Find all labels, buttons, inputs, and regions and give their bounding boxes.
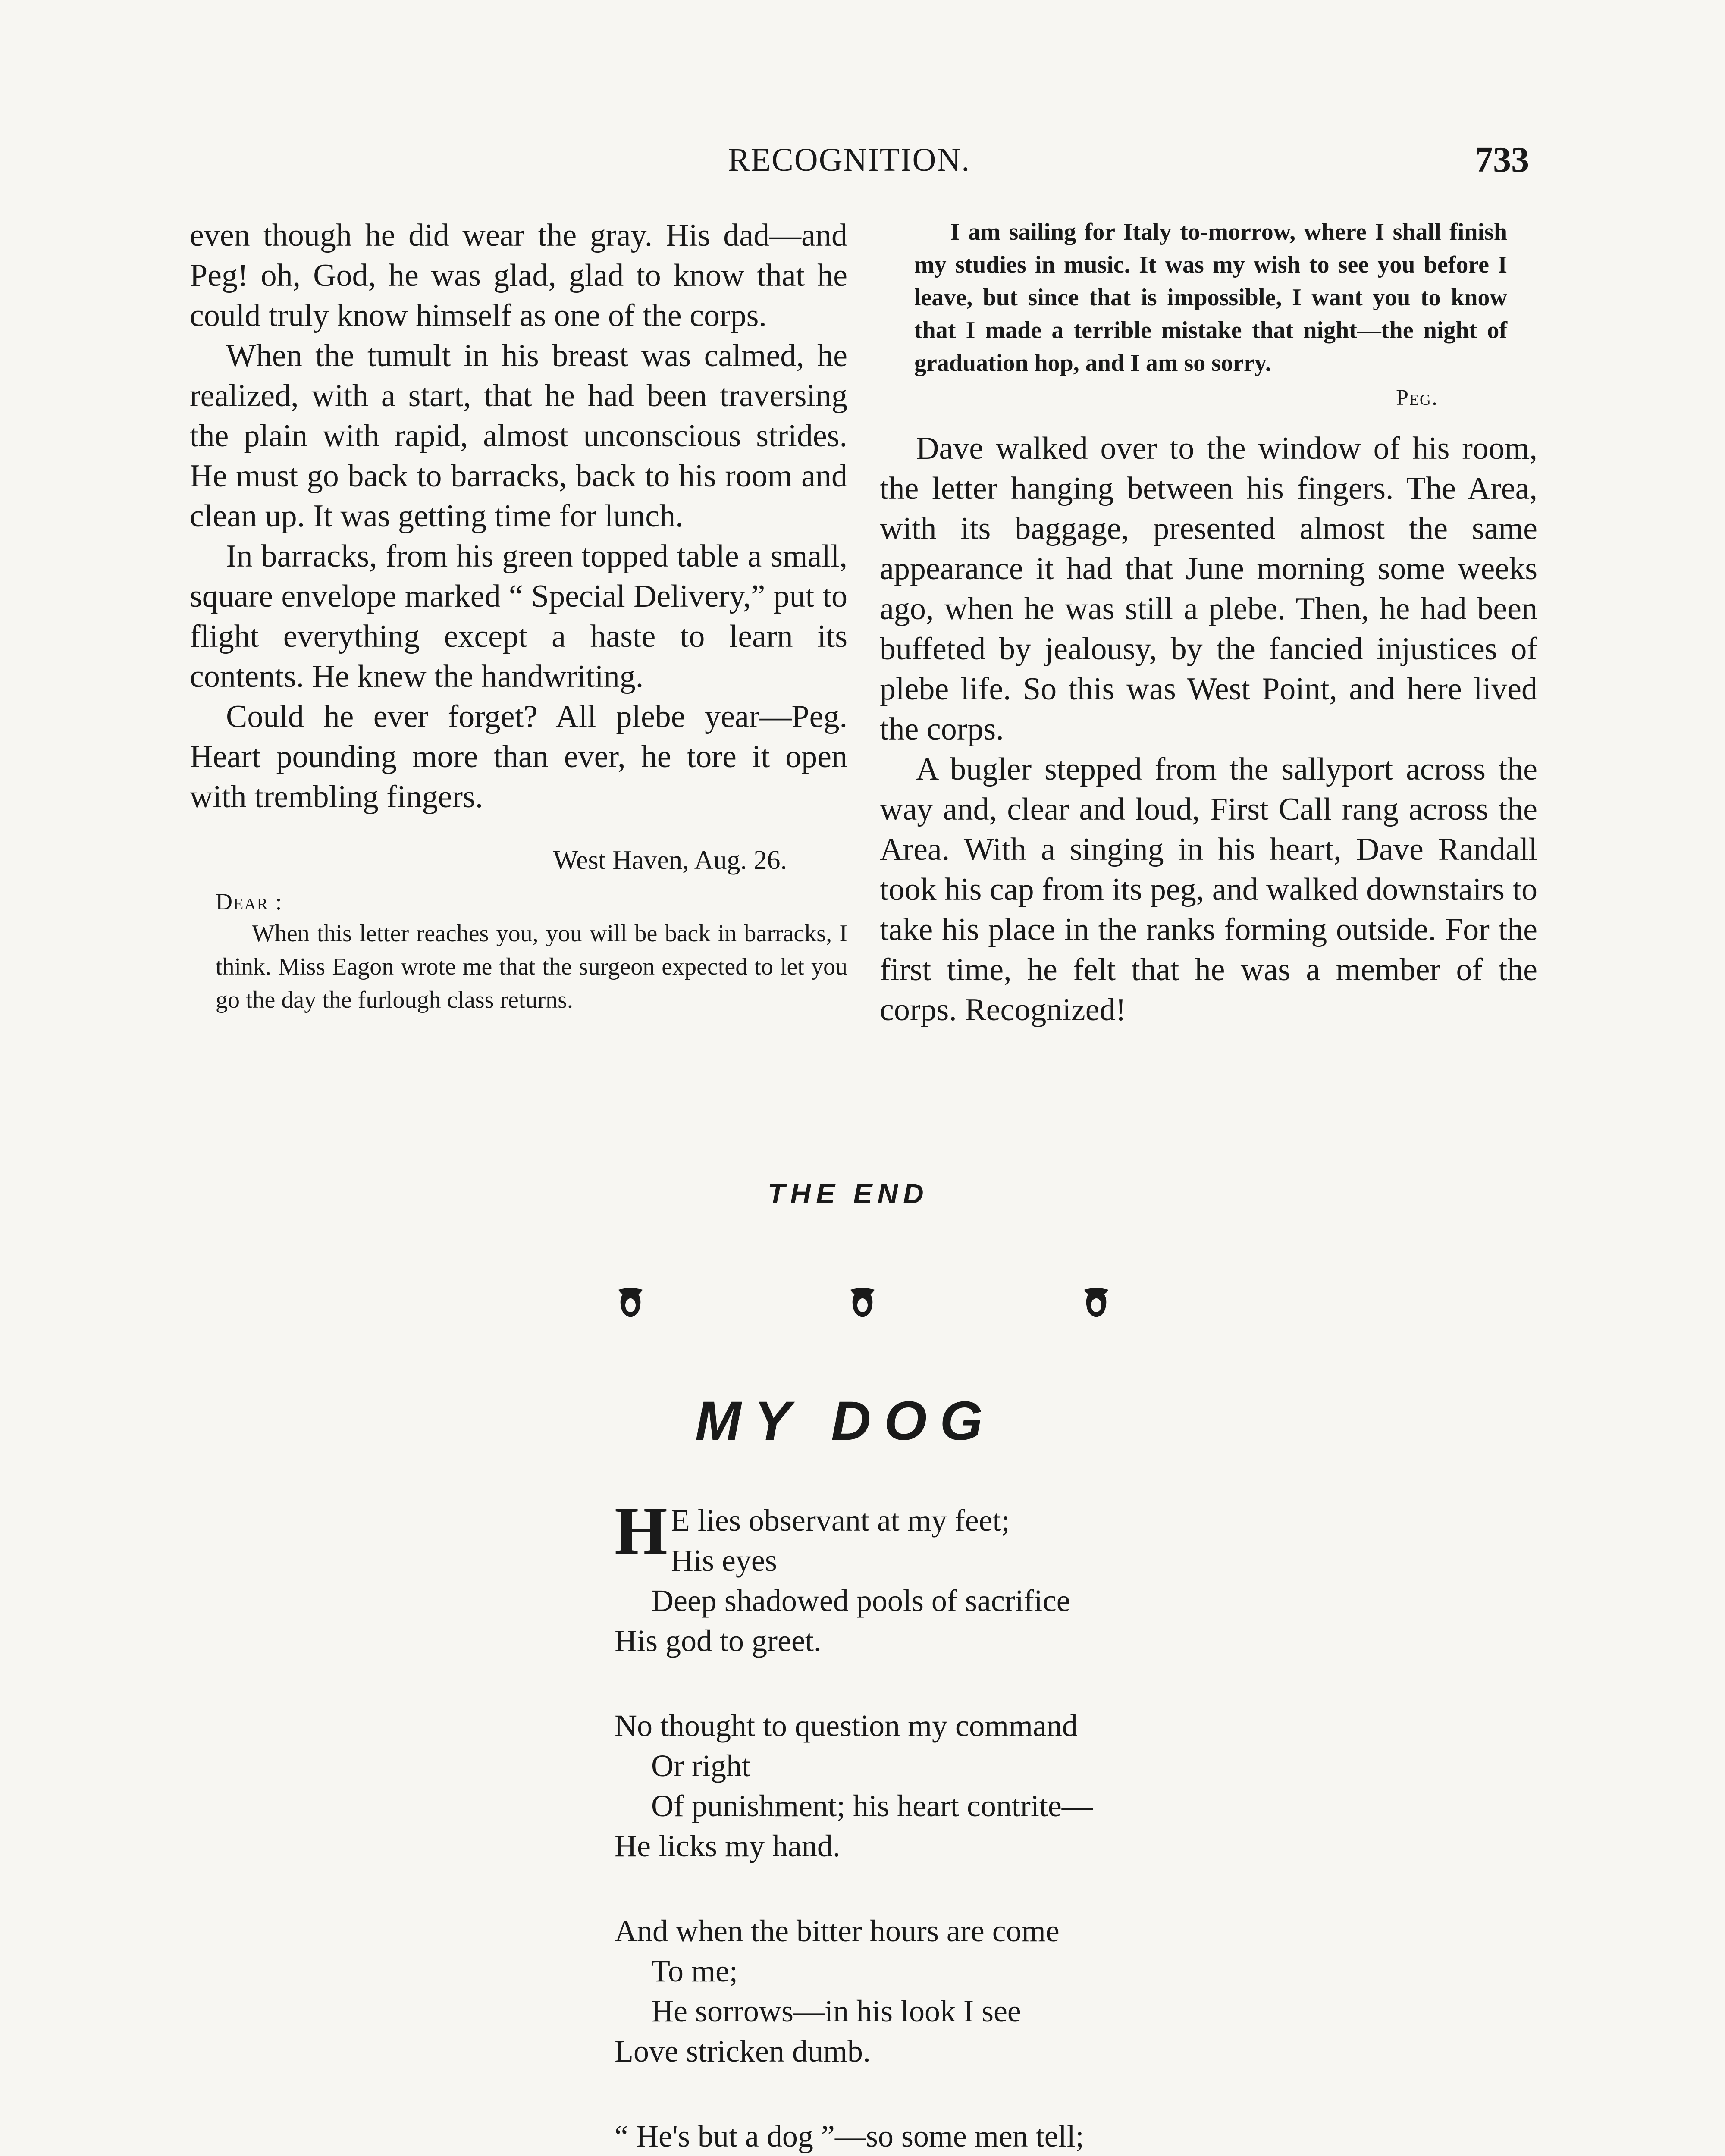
poem-stanza [615, 1706, 1563, 1866]
poem-line: Love stricken dumb. [615, 2034, 871, 2068]
poem-stanza [615, 2116, 1563, 2156]
story-paragraph: In barracks, from his green topped table a small, square envelope marked “ Special Delivery,” put to flight everything except a haste to learn its contents. He knew the handwriting. [190, 539, 847, 694]
letter-body: I am sailing for Italy to-morrow, where I shall finish my studies in music. It was my wish to see you before I leave, but since that is impossible, I want you to know that I made a terrible mistake that night—the night of graduation hop, and I am so sorry. [914, 219, 1507, 376]
poem-line: Or right [651, 1749, 750, 1783]
poem-title: MY DOG [695, 1390, 996, 1452]
poem-line: To me; [651, 1954, 738, 1988]
story-paragraph: A bugler stepped from the sallyport across the way and, clear and loud, First Call rang across the Area. With a singing in his heart, Dave Randall took his cap from its peg, and walked downstairs to take his place in the ranks forming outside. For the first time, he felt that he was a member of the corps. Recognized! [880, 752, 1537, 1028]
story-paragraph: even though he did wear the gray. His dad—and Peg! oh, God, he was glad, glad to know that he could truly know himself as one of the corps. [190, 218, 847, 333]
poem-line: “ He's but a dog ”—so some men tell; [615, 2119, 1084, 2153]
page-number: 733 [1475, 140, 1529, 180]
poem-stanza [615, 1911, 1563, 2071]
poem-body [615, 1493, 1563, 2156]
the-end-label: THE END [768, 1178, 929, 1210]
letter-place-date: West Haven, Aug. 26. [553, 846, 787, 875]
ornament-icon [1082, 1287, 1110, 1318]
ornament-icon [617, 1287, 644, 1318]
letter-body: When this letter reaches you, you will be back in barracks, I think. Miss Eagon wrote me that the surgeon expected to let you go the day the furlough class returns. [216, 920, 847, 1013]
poem-line: He sorrows—in his look I see [651, 1994, 1021, 2028]
running-head: RECOGNITION. [728, 142, 971, 178]
poem-line: Deep shadowed pools of sacrifice [651, 1583, 1070, 1618]
letter-signature: Peg. [1396, 385, 1438, 410]
drop-cap: H [615, 1493, 668, 1569]
poem-line-text: E lies observant at my feet; [671, 1503, 1010, 1538]
letter-salutation: Dear : [216, 889, 283, 915]
ornament-icon [849, 1287, 876, 1318]
poem-line: And when the bitter hours are come [615, 1914, 1060, 1948]
letter-continuation [880, 216, 1537, 413]
poem-stanza [615, 1493, 1563, 1661]
left-column [190, 216, 847, 1017]
poem-line: Of punishment; his heart contrite— [651, 1789, 1093, 1823]
poem-line: His eyes [671, 1543, 777, 1578]
right-column [880, 216, 1537, 1030]
story-paragraph: Dave walked over to the window of his room, the letter hanging between his fingers. The Area, with its baggage, presented almost the same appearance it had that June morning some weeks ago, when he was still a plebe. Then, he had been buffeted by jealousy, by the fancied injustices of plebe life. So this was West Point, and here lived the corps. [880, 431, 1537, 747]
poem-line: No thought to question my command [615, 1708, 1078, 1743]
ornament-row [0, 1287, 1725, 1326]
poem-line: His god to greet. [615, 1623, 822, 1658]
story-paragraph: When the tumult in his breast was calmed, he realized, with a start, that he had been traversing the plain with rapid, almost unconscious strides. He must go back to barracks, back to his room and clean up. It was getting time for lunch. [190, 338, 847, 534]
poem-line: He licks my hand. [615, 1829, 841, 1863]
story-paragraph: Could he ever forget? All plebe year—Peg. Heart pounding more than ever, he tore it open with trembling fingers. [190, 699, 847, 815]
